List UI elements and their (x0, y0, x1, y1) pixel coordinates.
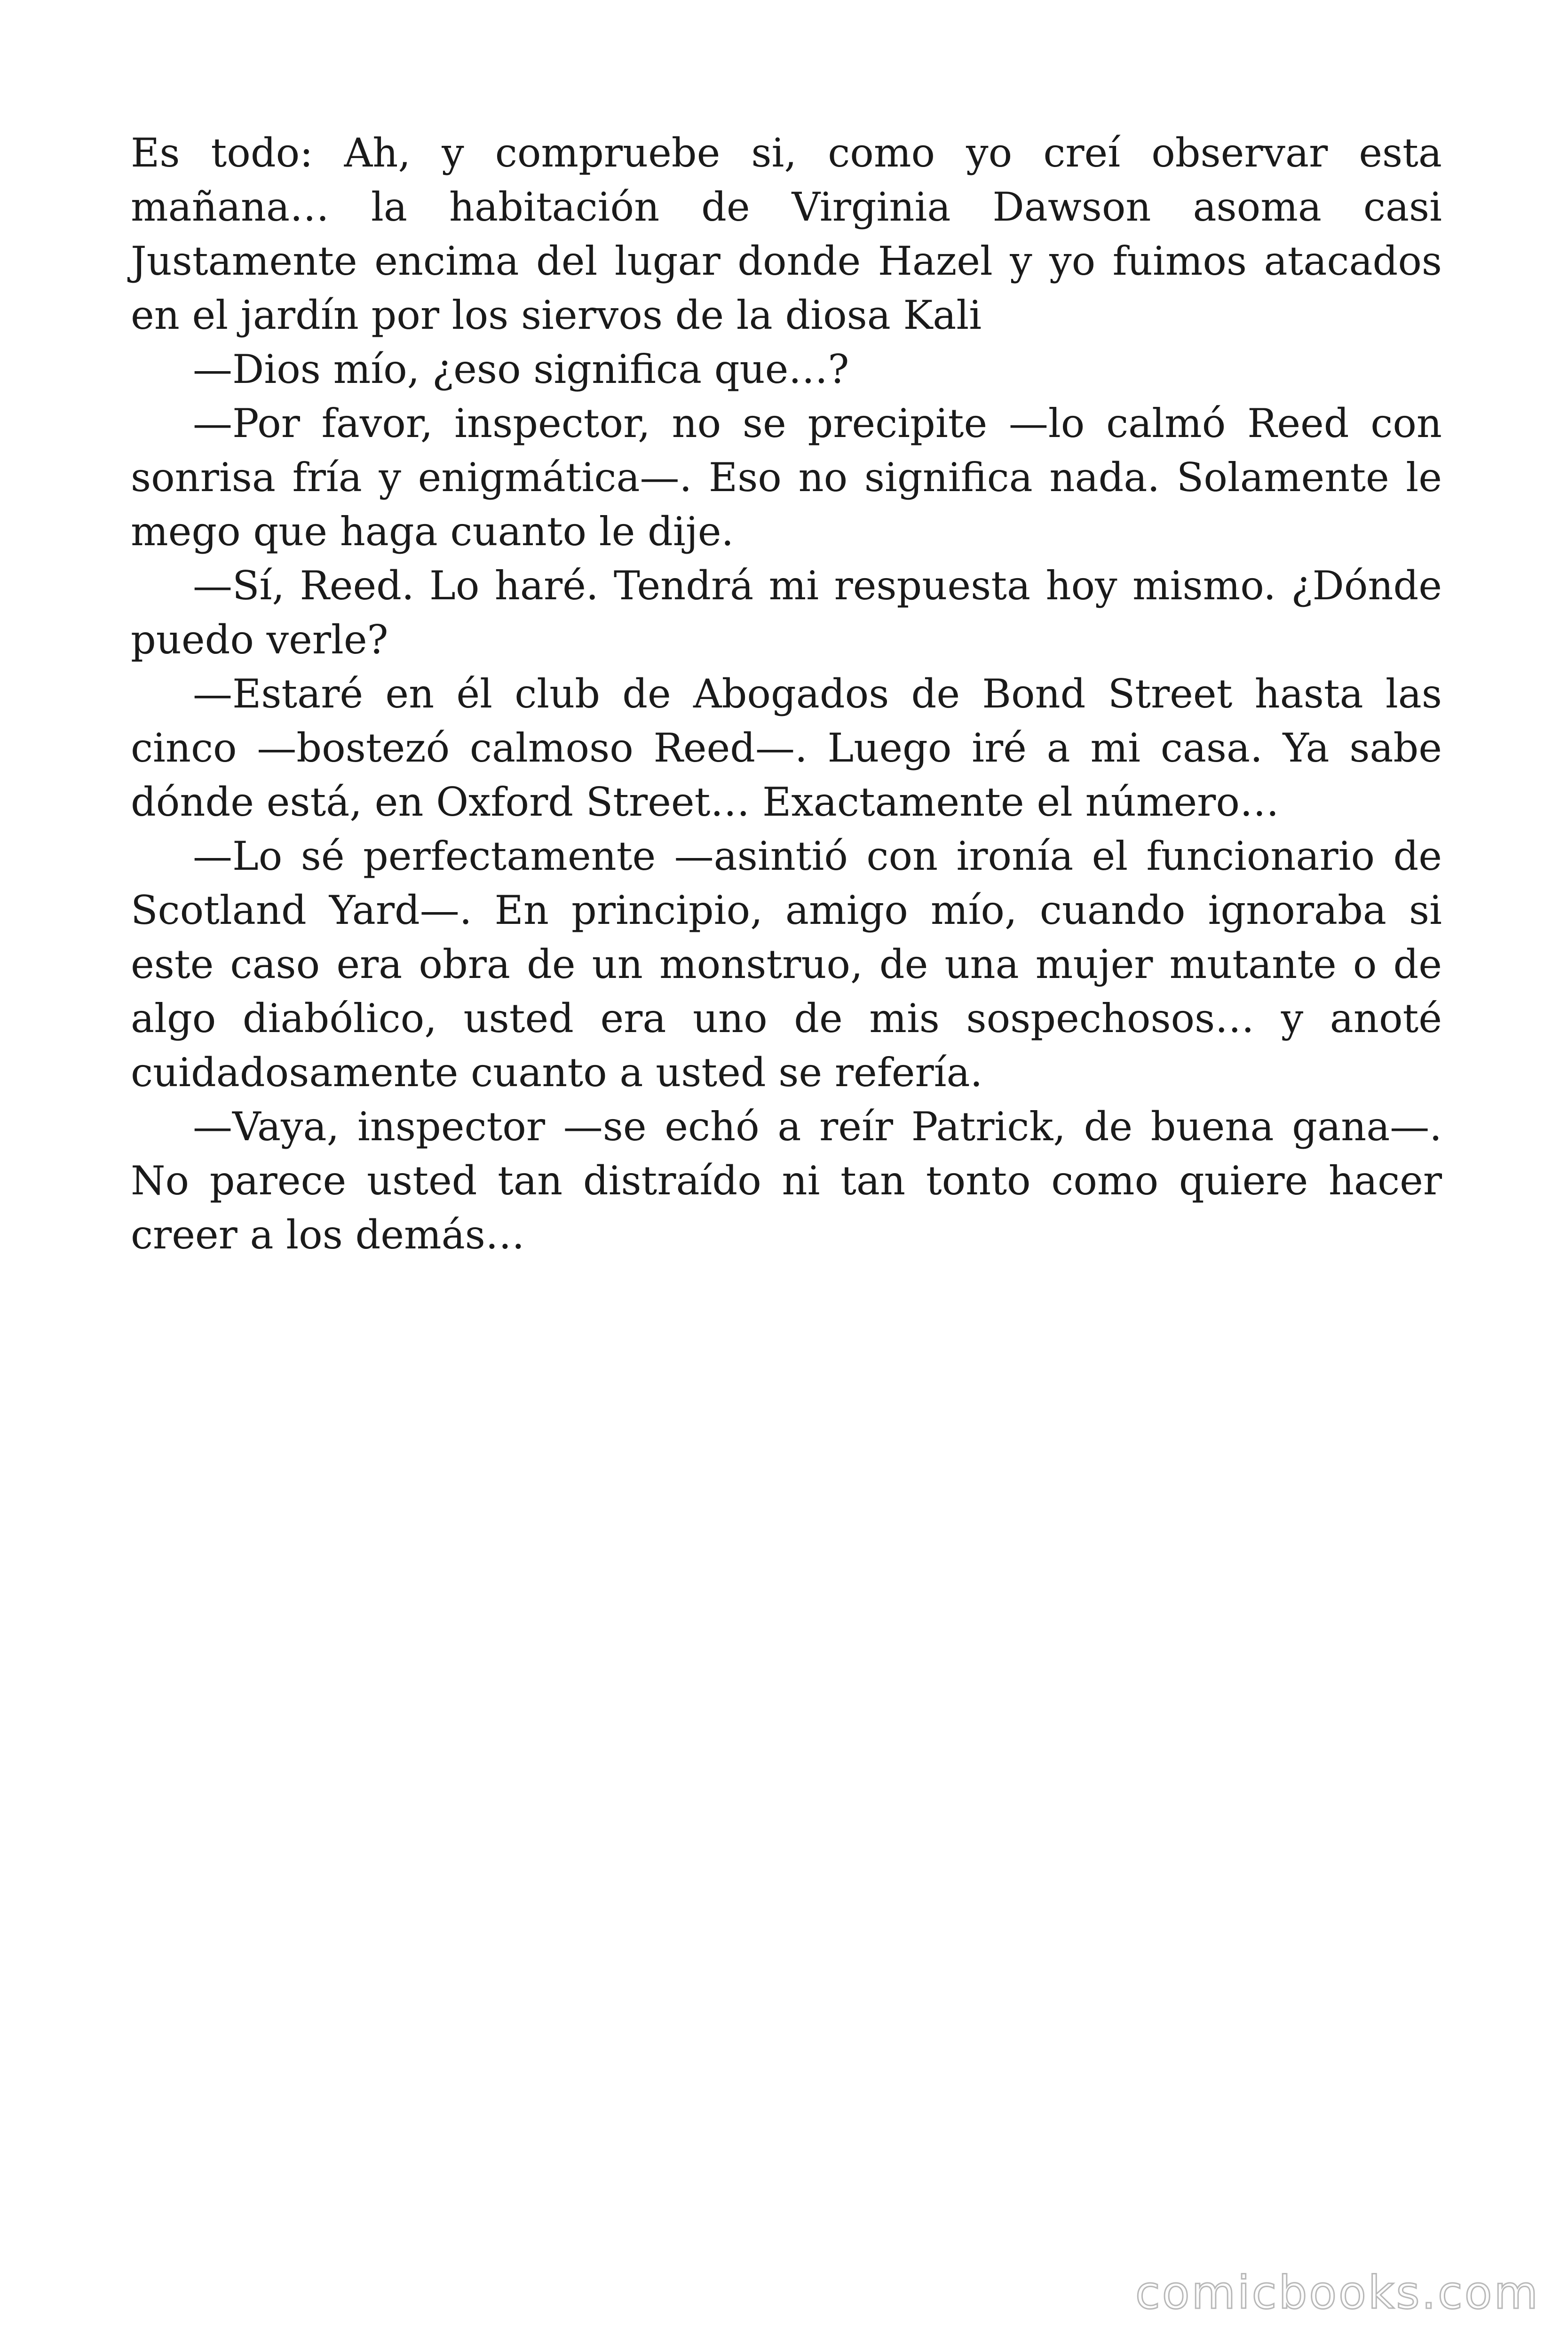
paragraph-6: —Lo sé perfectamente —asintió con ironía el funcionario de Scotland Yard—. En principio, amigo mío, cuando ignoraba si este caso era obra de un monstruo, de una mujer mutante o de algo diabólico, usted era uno de mis sospechosos… y anoté cuidadosamente cuanto a usted se refería. (131, 833, 1442, 1096)
paragraph-4: —Sí, Reed. Lo haré. Tendrá mi respuesta hoy mismo. ¿Dónde puedo verle? (131, 563, 1442, 663)
paragraph-7: —Vaya, inspector —se echó a reír Patrick, de buena gana—. No parece usted tan distraído ni tan tonto como quiere hacer creer a los demás… (131, 1104, 1442, 1258)
watermark: comicbooks.com (1135, 2266, 1540, 2319)
body-text (131, 126, 1442, 1262)
paragraph-5: —Estaré en él club de Abogados de Bond Street hasta las cinco —bostezó calmoso Reed—. Luego iré a mi casa. Ya sabe dónde está, en Oxford Street… Exactamente el número… (131, 671, 1442, 825)
paragraph-2: —Dios mío, ¿eso significa que…? (193, 346, 849, 392)
paragraph-3: —Por favor, inspector, no se precipite —lo calmó Reed con sonrisa fría y enigmática—. Eso no significa nada. Solamente le mego que haga cuanto le dije. (131, 400, 1442, 555)
paragraph-1: Es todo: Ah, y compruebe si, como yo creí observar esta mañana… la habitación de Virginia Dawson asoma casi Justamente encima del lugar donde Hazel y yo fuimos atacados en el jardín por los siervos de la diosa Kali (131, 130, 1442, 338)
